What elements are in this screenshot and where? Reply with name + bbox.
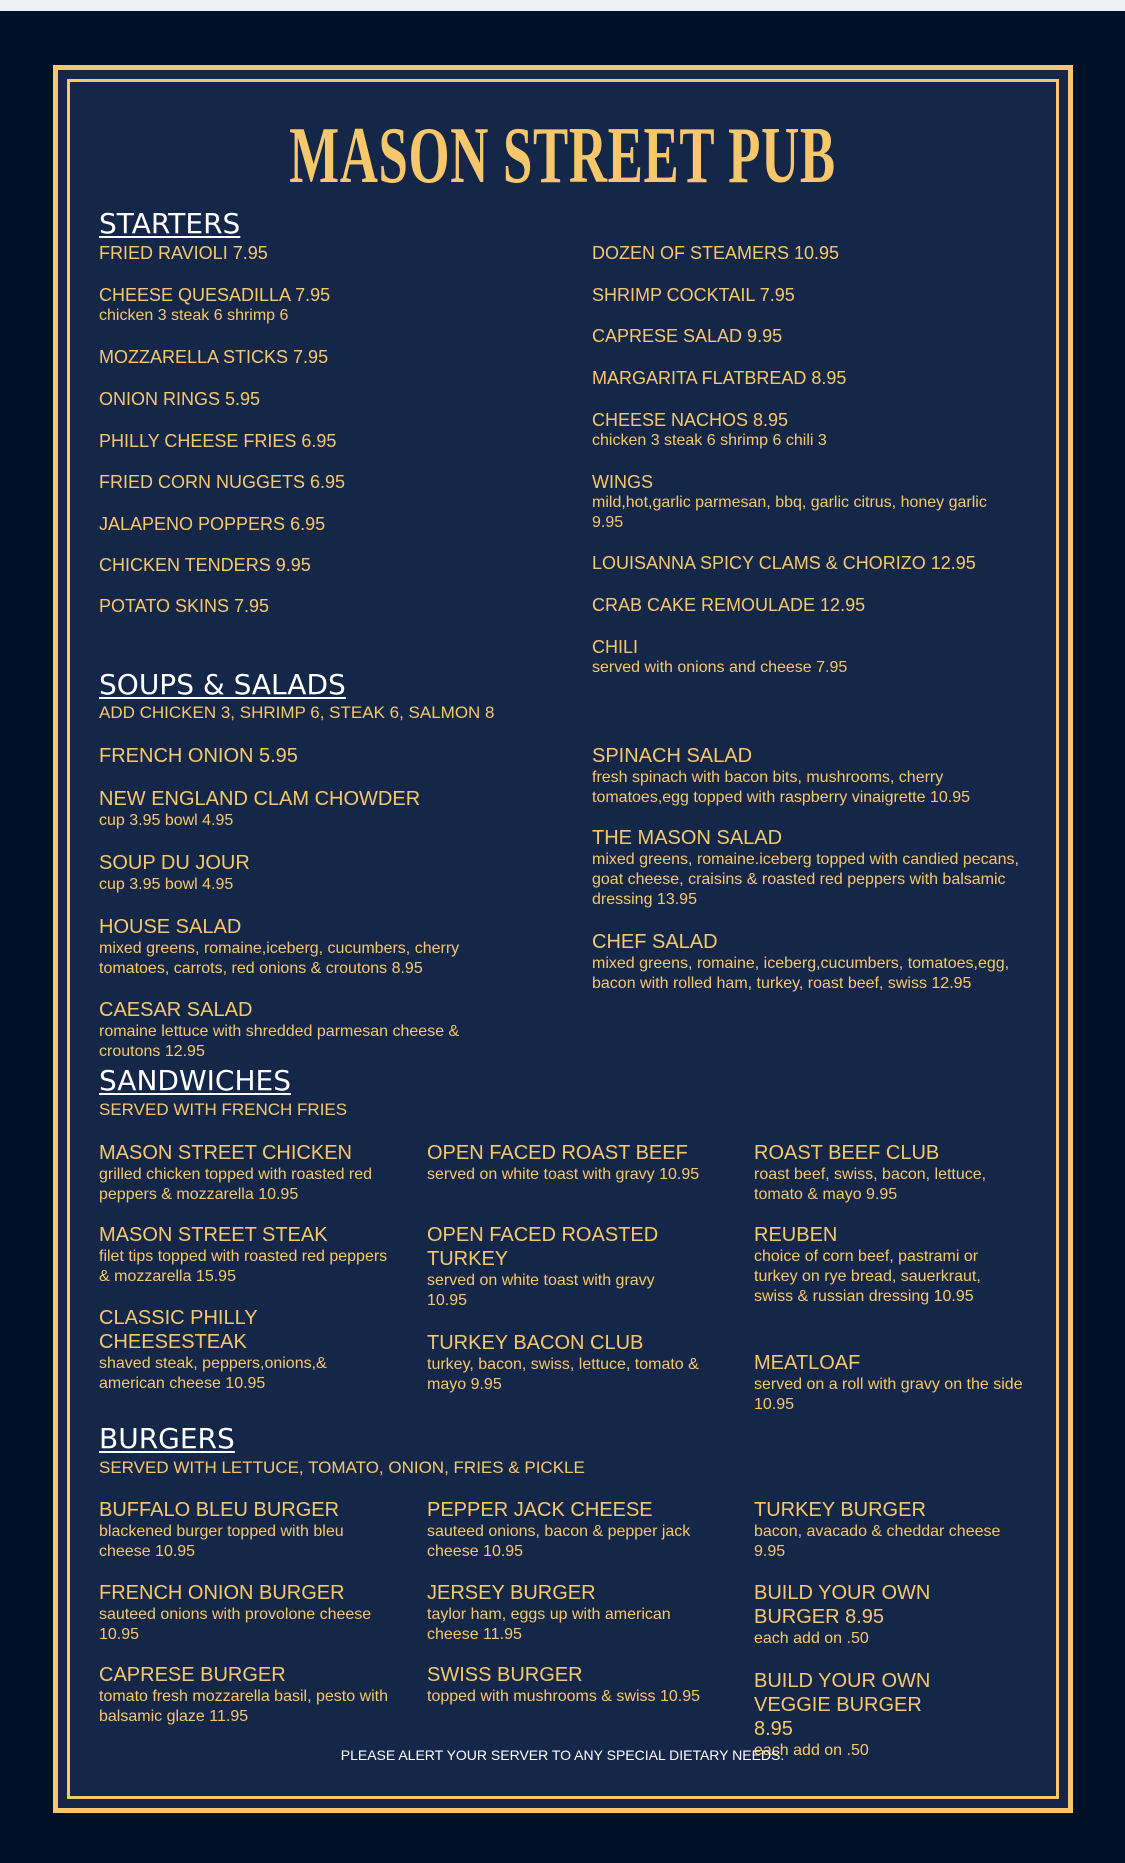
menu-item: CHEESE QUESADILLA 7.95 chicken 3 steak 6 shrimp 6 (99, 285, 331, 324)
menu-item: PHILLY CHEESE FRIES 6.95 (99, 431, 337, 451)
menu-item: CHEF SALAD mixed greens, romaine, iceberg,cucumbers, tomatoes,egg, bacon with rolled ham, turkey, roast beef, swiss 12.95 (592, 931, 1010, 992)
menu-item: OPEN FACED ROASTED TURKEY served on white toast with gravy 10.95 (427, 1224, 659, 1309)
menu-item: FRIED CORN NUGGETS 6.95 (99, 472, 346, 492)
menu-item: SWISS BURGER topped with mushrooms & swiss 10.95 (427, 1664, 701, 1705)
menu-item: POTATO SKINS 7.95 (99, 596, 270, 616)
menu-item: FRENCH ONION 5.95 (99, 745, 298, 767)
dietary-notice: PLEASE ALERT YOUR SERVER TO ANY SPECIAL DIETARY NEEDS. (340, 1747, 785, 1763)
soups-note: ADD CHICKEN 3, SHRIMP 6, STEAK 6, SALMON 8 (99, 703, 495, 722)
soups-heading: SOUPS & SALADS (99, 668, 346, 701)
menu-item: SOUP DU JOUR cup 3.95 bowl 4.95 (99, 852, 250, 893)
menu-item: CHICKEN TENDERS 9.95 (99, 555, 311, 575)
menu-item: CHILI served with onions and cheese 7.95 (592, 637, 848, 676)
menu-item: TURKEY BACON CLUB turkey, bacon, swiss, lettuce, tomato & mayo 9.95 (427, 1332, 699, 1393)
burgers-note: SERVED WITH LETTUCE, TOMATO, ONION, FRIES & PICKLE (99, 1458, 585, 1477)
sandwiches-heading: SANDWICHES (99, 1064, 291, 1097)
menu-item: NEW ENGLAND CLAM CHOWDER cup 3.95 bowl 4.95 (99, 788, 421, 829)
menu-item: MOZZARELLA STICKS 7.95 (99, 347, 329, 367)
menu-title: MASON STREET PUB (289, 112, 836, 200)
menu-item: BUFFALO BLEU BURGER blackened burger topped with bleu cheese 10.95 (99, 1499, 344, 1560)
menu-item: MEATLOAF served on a roll with gravy on the side 10.95 (754, 1352, 1023, 1413)
menu-item: CAPRESE BURGER tomato fresh mozzarella basil, pesto with balsamic glaze 11.95 (99, 1664, 389, 1725)
menu-item: CAPRESE SALAD 9.95 (592, 326, 783, 346)
menu-item: WINGS mild,hot,garlic parmesan, bbq, garlic citrus, honey garlic 9.95 (592, 472, 987, 531)
menu-item: FRIED RAVIOLI 7.95 (99, 243, 268, 263)
menu-item: MASON STREET STEAK filet tips topped with roasted red peppers & mozzarella 15.95 (99, 1224, 388, 1285)
menu-item: CAESAR SALAD romaine lettuce with shredded parmesan cheese & croutons 12.95 (99, 999, 460, 1060)
menu-item: CHEESE NACHOS 8.95 chicken 3 steak 6 shrimp 6 chili 3 (592, 410, 827, 449)
menu-item: THE MASON SALAD mixed greens, romaine.iceberg topped with candied pecans, goat cheese, craisins & roasted red peppers with balsamic dressing 13.95 (592, 827, 1019, 908)
menu-item: CRAB CAKE REMOULADE 12.95 (592, 595, 866, 615)
menu-item: PEPPER JACK CHEESE sauteed onions, bacon & pepper jack cheese 10.95 (427, 1499, 691, 1560)
menu-item: ROAST BEEF CLUB roast beef, swiss, bacon, lettuce, tomato & mayo 9.95 (754, 1142, 987, 1203)
starters-heading: STARTERS (99, 207, 241, 240)
menu-item: MARGARITA FLATBREAD 8.95 (592, 368, 847, 388)
menu-item: LOUISANNA SPICY CLAMS & CHORIZO 12.95 (592, 553, 976, 573)
menu-item: JERSEY BURGER taylor ham, eggs up with american cheese 11.95 (427, 1582, 671, 1643)
menu-item: SPINACH SALAD fresh spinach with bacon bits, mushrooms, cherry tomatoes,egg topped with raspberry vinaigrette 10.95 (592, 745, 971, 806)
menu-item: BUILD YOUR OWN VEGGIE BURGER 8.95 each add on .50 (754, 1670, 931, 1759)
menu-item: MASON STREET CHICKEN grilled chicken topped with roasted red peppers & mozzarella 10.95 (99, 1142, 373, 1203)
menu-item: BUILD YOUR OWN BURGER 8.95 each add on .50 (754, 1582, 931, 1647)
menu-item: SHRIMP COCKTAIL 7.95 (592, 285, 795, 305)
burgers-heading: BURGERS (99, 1422, 235, 1455)
sandwiches-note: SERVED WITH FRENCH FRIES (99, 1100, 348, 1119)
menu-item: ONION RINGS 5.95 (99, 389, 261, 409)
top-strip (0, 0, 1125, 11)
menu-item: CLASSIC PHILLY CHEESESTEAK shaved steak, peppers,onions,& american cheese 10.95 (99, 1307, 327, 1392)
menu-item: JALAPENO POPPERS 6.95 (99, 514, 326, 534)
menu-item: FRENCH ONION BURGER sauteed onions with provolone cheese 10.95 (99, 1582, 372, 1643)
menu-item: OPEN FACED ROAST BEEF served on white toast with gravy 10.95 (427, 1142, 700, 1183)
menu-item: TURKEY BURGER bacon, avacado & cheddar cheese 9.95 (754, 1499, 1001, 1560)
menu-item: HOUSE SALAD mixed greens, romaine,iceberg, cucumbers, cherry tomatoes, carrots, red onions & croutons 8.95 (99, 916, 460, 977)
menu-item: DOZEN OF STEAMERS 10.95 (592, 243, 840, 263)
menu-item: REUBEN choice of corn beef, pastrami or turkey on rye bread, sauerkraut, swiss & russian dressing 10.95 (754, 1224, 981, 1305)
